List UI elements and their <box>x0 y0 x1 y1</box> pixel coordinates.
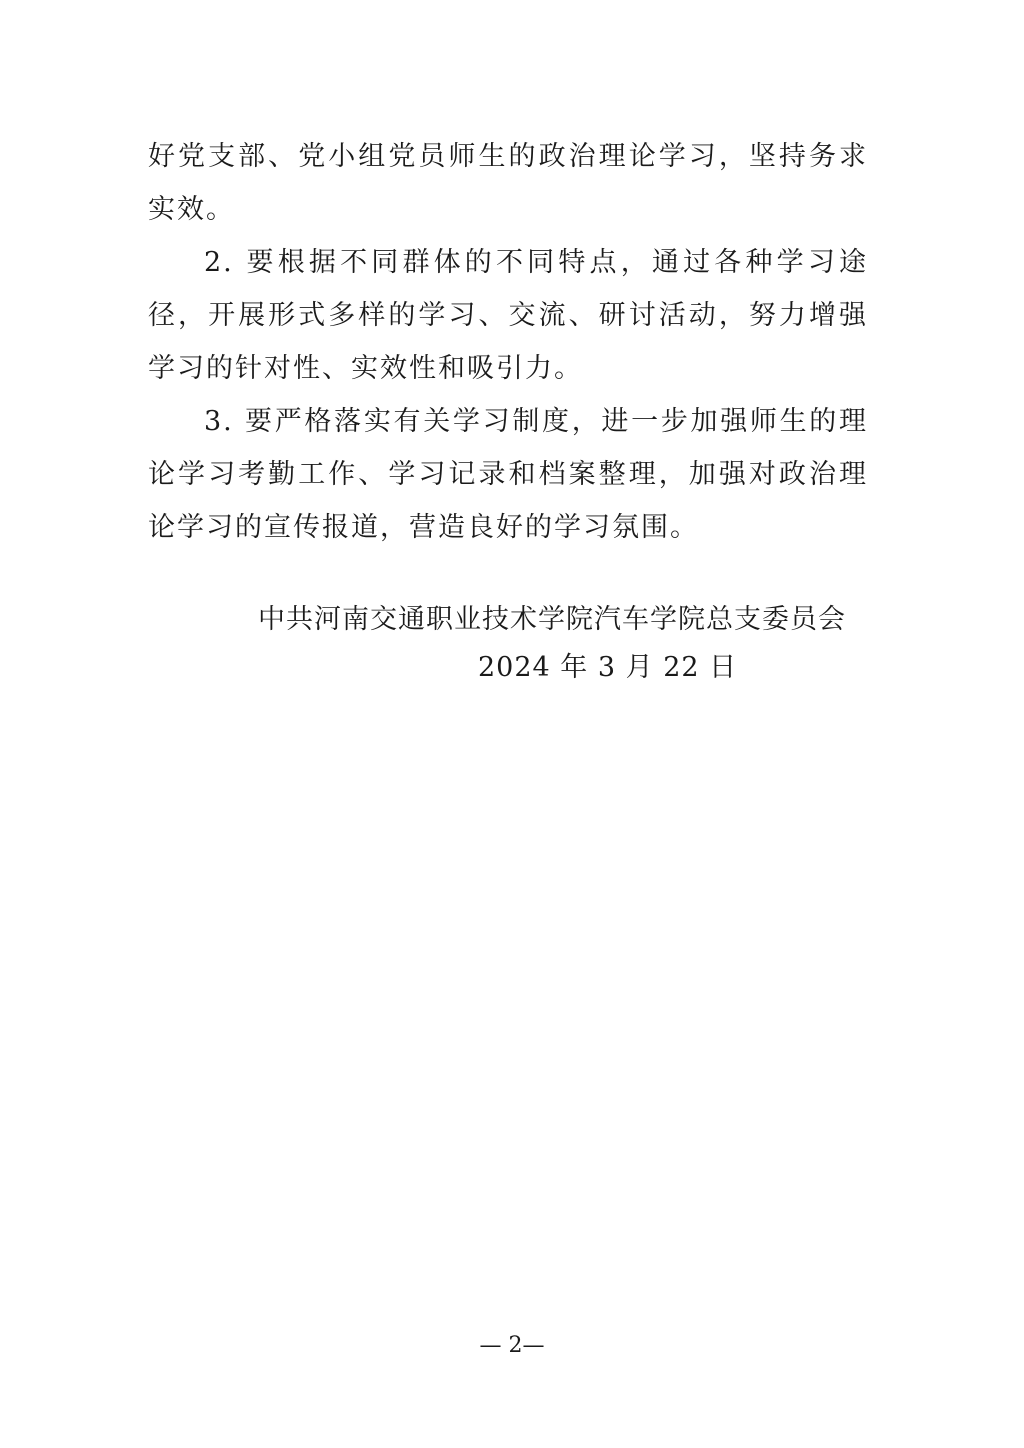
signature-date: 2024 年 3 月 22 日 <box>478 652 738 683</box>
paragraph-item-2: 2. 要根据不同群体的不同特点，通过各种学习途径，开展形式多样的学习、交流、研讨活动，努力增强学习的针对性、实效性和吸引力。 <box>148 247 868 384</box>
paragraph-item-3: 3. 要严格落实有关学习制度，进一步加强师生的理论学习考勤工作、学习记录和档案整理，加强对政治理论学习的宣传报道，营造良好的学习氛围。 <box>148 406 868 543</box>
signature-organization: 中共河南交通职业技术学院汽车学院总支委员会 <box>258 604 846 635</box>
document-body <box>148 130 868 554</box>
page-number: — 2— <box>479 1333 545 1358</box>
paragraph-continuation: 好党支部、党小组党员师生的政治理论学习，坚持务求实效。 <box>148 141 868 225</box>
